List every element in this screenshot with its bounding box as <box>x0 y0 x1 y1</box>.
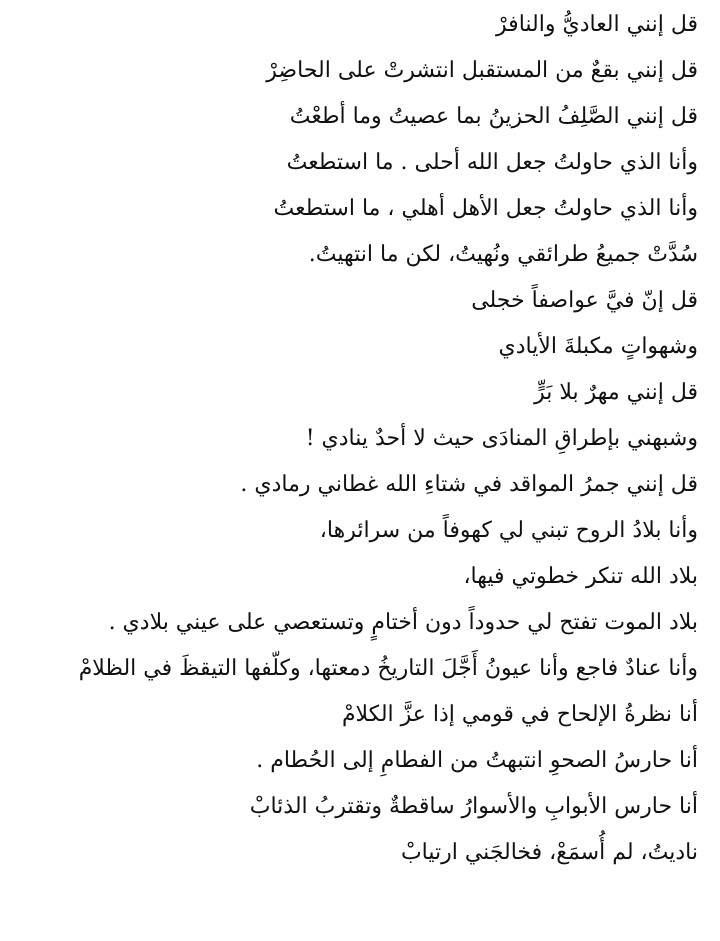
poem-line: بلاد الله تنكر خطوتي فيها، <box>463 564 698 589</box>
poem-line: وأنا الذي حاولتُ جعل الأهل أهلي ، ما استطعتُ <box>273 196 698 221</box>
poem-line: قل إنني مهرٌ بلا بَرٍّ <box>534 380 698 405</box>
poem-line: قل إنني جمرُ المواقد في شتاءِ الله غطاني رمادي . <box>240 472 698 497</box>
poem-line: قل إنني بقعٌ من المستقبل انتشرتْ على الحاضِرْ <box>266 58 698 83</box>
poem-line: وأنا عنادٌ فاجع وأنا عيونُ أَجَّلَ التاريخُ دمعتها، وكلّفها التيقظَ في الظلامْ <box>78 656 698 681</box>
poem-line: وأنا الذي حاولتُ جعل الله أحلى . ما استطعتُ <box>286 150 698 175</box>
poem-line: ناديتُ، لم أُسمَعْ، فخالجَني ارتيابْ <box>400 840 698 865</box>
poem-line: وشبهني بإطراقِ المنادَى حيث لا أحدٌ ينادي ! <box>305 426 698 451</box>
poem-line: أنا حارسُ الصحوِ انتبهتُ من الفطامِ إلى الحُطام . <box>256 748 698 773</box>
poem-line: أنا حارس الأبوابِ والأسوارُ ساقطةٌ وتقتربُ الذئابْ <box>249 794 698 819</box>
poem-line: أنا نظرةُ الإلحاح في قومي إذا عزَّ الكلامْ <box>341 702 698 727</box>
poem-line: وشهواتٍ مكبلةَ الأيادي <box>498 334 698 359</box>
poem-line: سُدَّتْ جميعُ طرائقي ونُهيتُ، لكن ما انتهيتُ. <box>308 242 698 267</box>
poem-line: قل إنني الصَّلِفُ الحزينُ بما عصيتُ وما أطعْتُ <box>289 104 698 129</box>
poem-text <box>8 2 698 876</box>
poem-line: قل إنّ فيَّ عواصفاً خجلى <box>471 288 698 313</box>
poem-line: وأنا بلادُ الروح تبني لي كهوفاً من سرائرها، <box>319 518 698 543</box>
poem-line: بلاد الموت تفتح لي حدوداً دون أختامٍ وتستعصي على عيني بلادي . <box>108 610 698 635</box>
poem-line: قل إنني العاديُّ والنافرْ <box>496 12 698 37</box>
